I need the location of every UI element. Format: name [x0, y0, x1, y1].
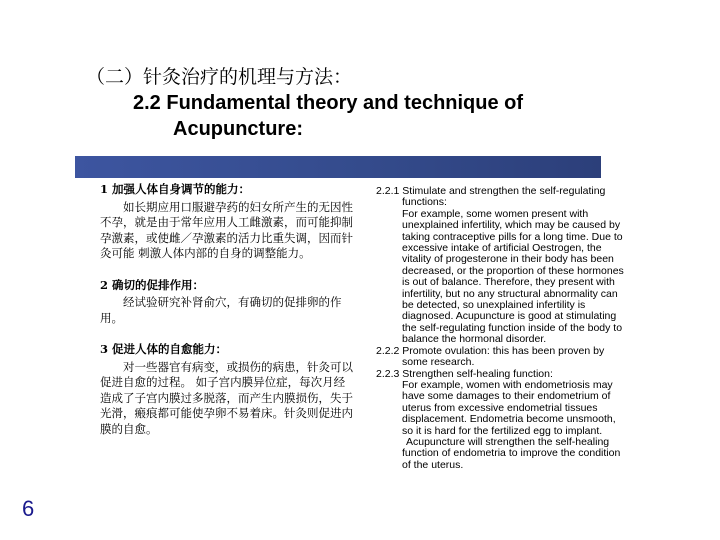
english-body-line: displacement. Endometria become unsmooth,: [402, 413, 616, 426]
chinese-section-3: [100, 342, 356, 437]
left-margin-bar: [0, 0, 58, 540]
english-body-line: For example, some women present with: [402, 207, 589, 220]
title-divider-band: [75, 156, 601, 178]
english-body-line: infertility, but no any structural abnormality can: [402, 287, 618, 300]
chinese-section-1: [100, 182, 356, 262]
chinese-section-heading: 3 促进人体的自愈能力：: [100, 342, 228, 356]
english-body-line: have some damages to their endometrium of: [402, 390, 611, 403]
english-body-line: unexplained infertility, which may be caused by: [402, 219, 621, 232]
english-body-line: be detected, so unexplained infertility is: [402, 299, 586, 312]
english-body-line: balance the hormonal disorder.: [402, 333, 547, 346]
title-english-line-1: 2.2 Fundamental theory and technique of: [133, 92, 524, 114]
english-section-heading: 2.2.3 Strengthen self-healing function:: [376, 367, 553, 380]
english-section-heading: 2.2.1 Stimulate and strengthen the self-regulating: [376, 185, 606, 197]
chinese-section-body: 如长期应用口服避孕药的妇女所产生的无因性不孕，就是由于常年应用人工雌激素，而可能抑制孕激素，或使雌／孕激素的活力比重失调，因而针灸可能 刺激人体内部的自身的调整能力。: [100, 199, 353, 260]
english-body-line: uterus from excessive endometrial tissues: [402, 401, 598, 414]
slide-title-chinese: （二）针灸治疗的机理与方法：: [86, 66, 353, 88]
chinese-section-body: 经试验研究补肾俞穴，有确切的促排卵的作用。: [100, 295, 342, 325]
title-english-line-2: Acupuncture:: [173, 118, 303, 140]
english-body-line: is out of balance. Therefore, they present with: [402, 276, 615, 289]
english-body-line: For example, women with endometriosis may: [402, 378, 613, 391]
slide-title-english: [133, 90, 653, 142]
english-body-line: some research.: [402, 356, 475, 369]
english-body-line: functions:: [402, 196, 447, 209]
english-body-line: Acupuncture will strengthen the self-healing: [406, 435, 610, 448]
english-body-line: diagnosed. Acupuncture is good at stimulating: [402, 310, 617, 323]
english-body-line: function of endometria to improve the condition: [402, 447, 621, 460]
chinese-section-heading: 1 加强人体自身调节的能力：: [100, 182, 251, 196]
english-body-line: of the uterus.: [402, 458, 464, 471]
english-section-heading: 2.2.2 Promote ovulation: this has been proven by: [376, 344, 605, 357]
chinese-text-column: [100, 182, 356, 453]
chinese-section-heading: 2 确切的促排作用：: [100, 277, 205, 292]
english-body-line: the self-regulating function inside of the body to: [402, 321, 623, 334]
english-body-line: so it is hard for the fertilized egg to implant.: [402, 424, 603, 437]
page-number: 6: [22, 496, 35, 521]
english-body-line: excessive intake of artificial Oestrogen, the: [402, 242, 602, 255]
chinese-section-2: [100, 278, 356, 327]
english-body-line: decreased, or the proportion of these hormones: [402, 264, 624, 277]
english-text-column: [376, 186, 662, 471]
english-body-line: taking contraceptive pills for a long time. Due to: [402, 230, 623, 243]
english-body-line: vitality of progesterone in their body has been: [402, 253, 614, 266]
chinese-section-body: 对一些器官有病变，或损伤的病患，针灸可以促进自愈的过程。 如子宫内膜异位症，每次月经造成了子宫内膜过多脱落，而产生内膜损伤，失于光滑，瘢痕都可能使孕卵不易着床。针灸则促进内膜的自愈。: [100, 359, 353, 436]
